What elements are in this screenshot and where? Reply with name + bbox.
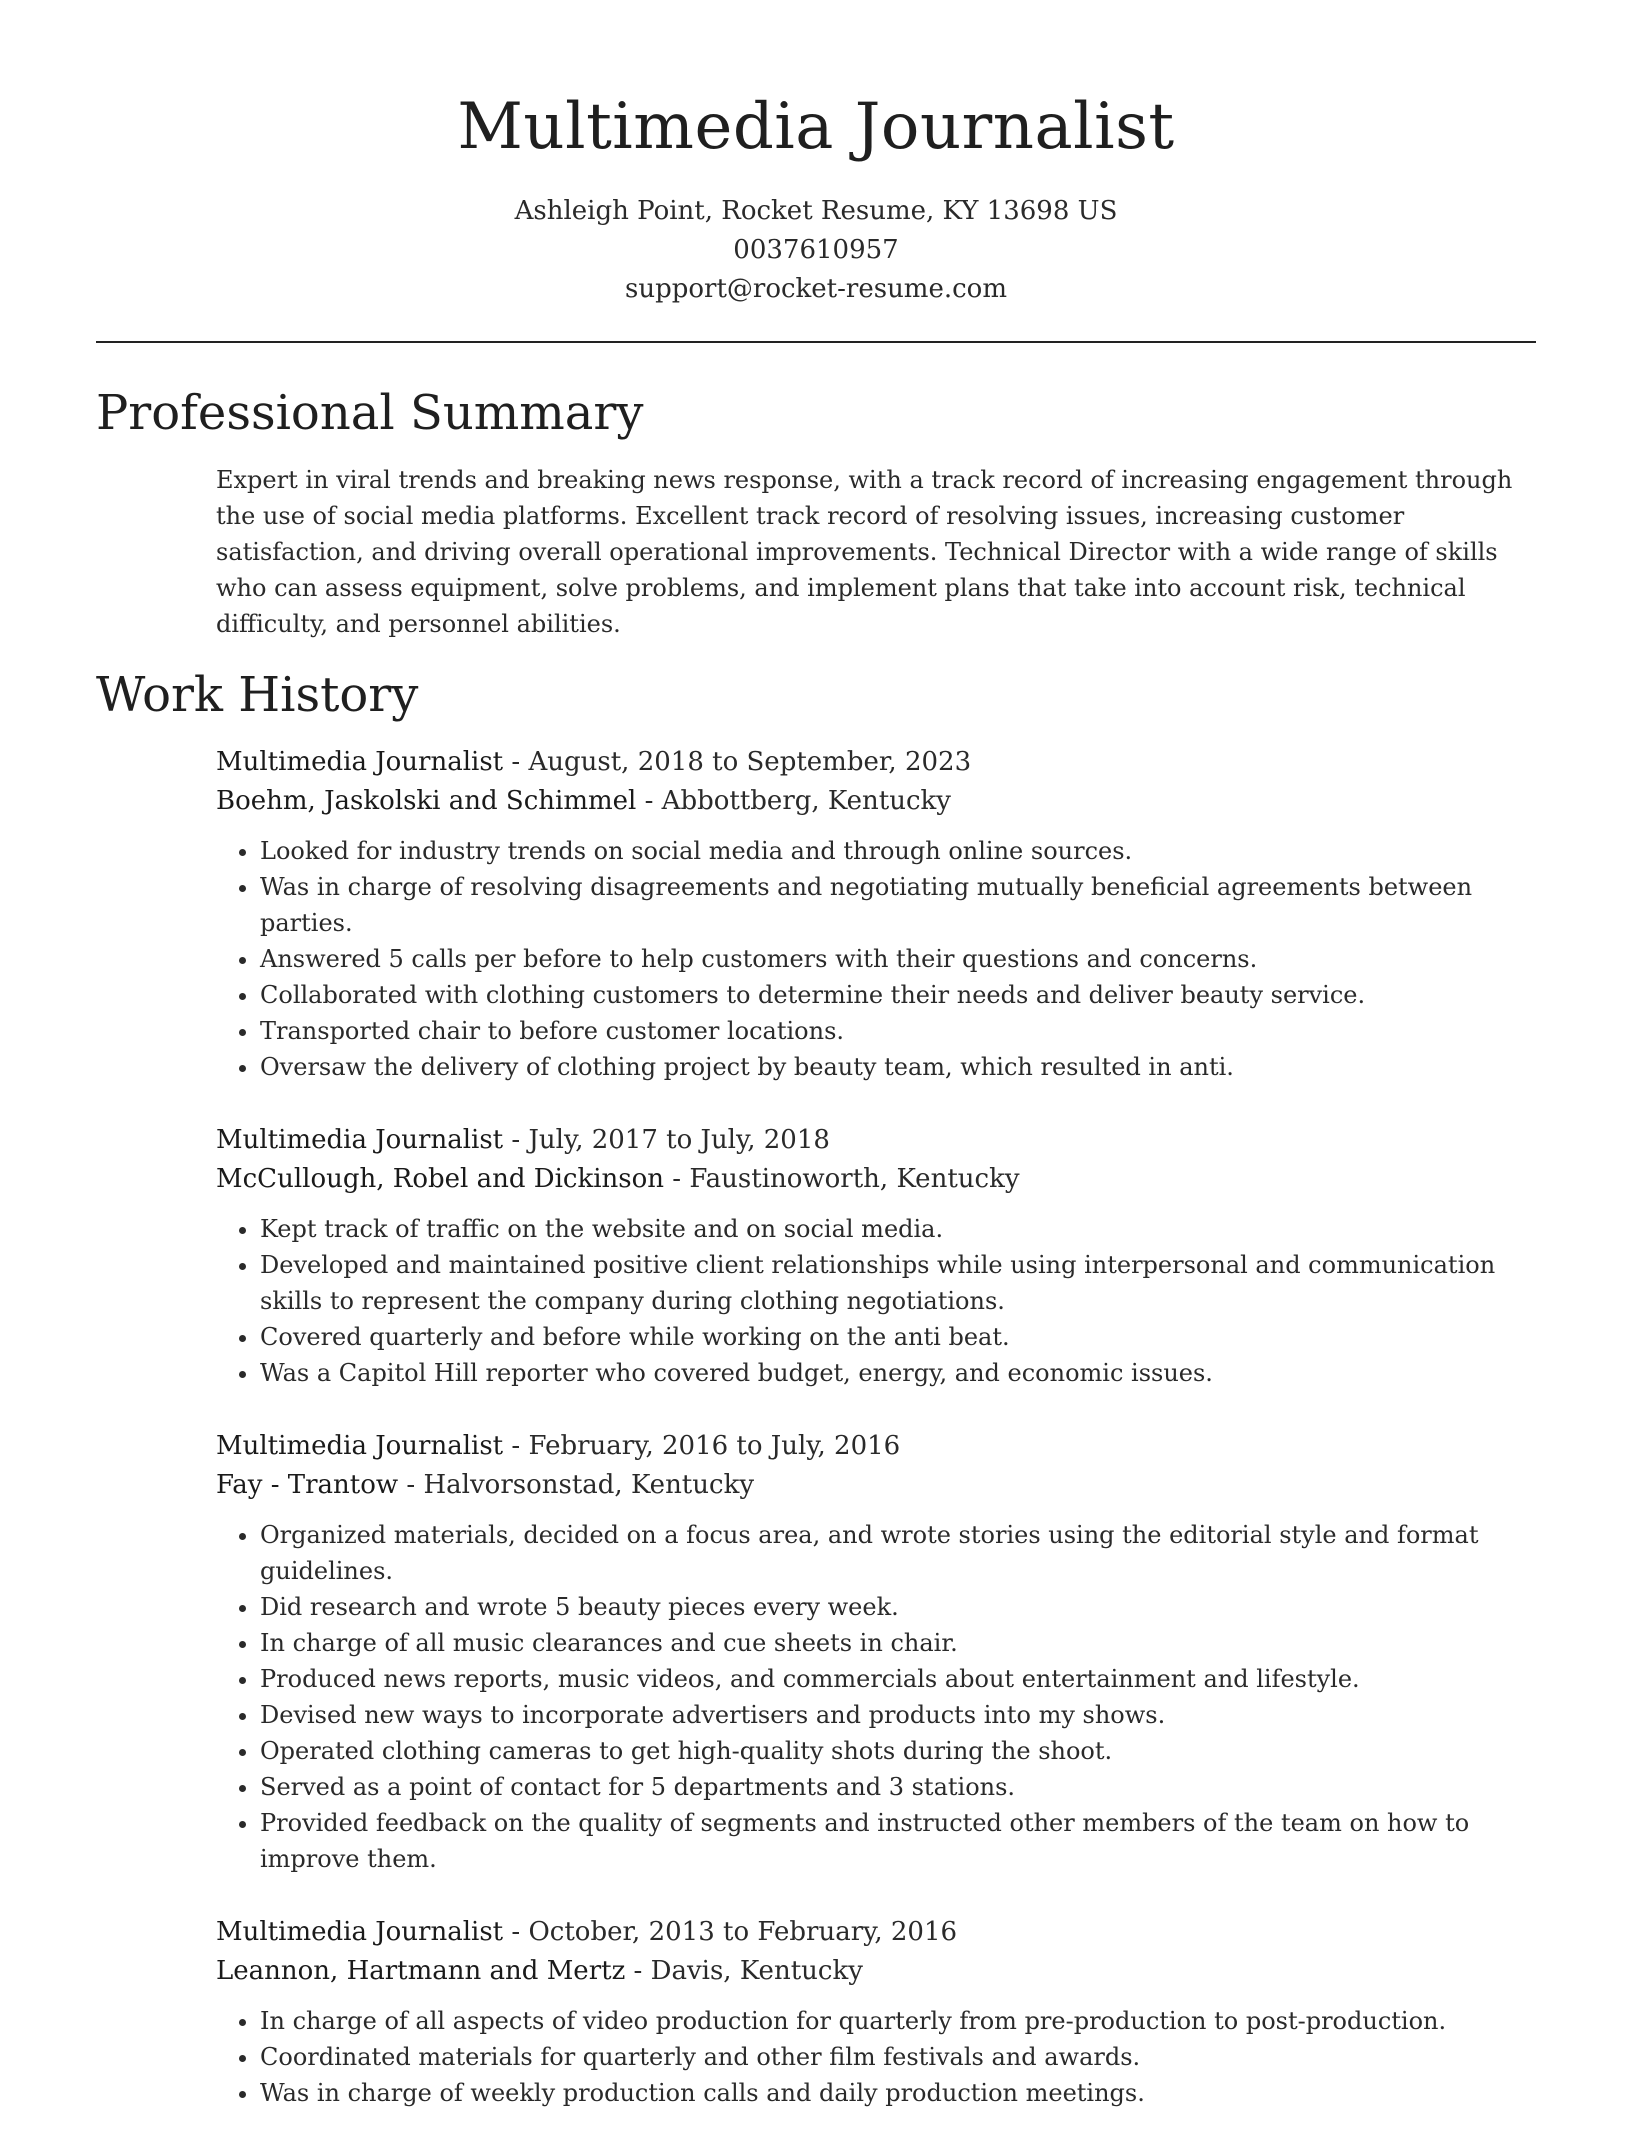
job-bullet: • Did research and wrote 5 beauty pieces every week. [260, 1589, 1536, 1625]
header-divider [96, 341, 1536, 343]
job-separator: - [503, 1431, 529, 1461]
job-bullet: • Served as a point of contact for 5 departments and 3 stations. [260, 1769, 1536, 1805]
job-entry [216, 1121, 1536, 1391]
job-dates: February, 2016 to July, 2016 [528, 1431, 901, 1461]
job-bullets [216, 1517, 1536, 1877]
job-bullets [216, 1211, 1536, 1391]
job-separator: - [664, 1164, 690, 1194]
job-bullet: • Covered quarterly and before while working on the anti beat. [260, 1319, 1536, 1355]
job-bullets [216, 2003, 1536, 2111]
job-company-line [216, 782, 1536, 821]
contact-email: support@rocket-resume.com [624, 274, 1007, 304]
job-bullet: • Was a Capitol Hill reporter who covered budget, energy, and economic issues. [260, 1355, 1536, 1391]
job-position: Multimedia Journalist [216, 1431, 504, 1461]
job-separator: - [398, 1470, 424, 1500]
job-dates: August, 2018 to September, 2023 [528, 747, 972, 777]
job-company-line [216, 1466, 1536, 1505]
job-title-line [216, 1913, 1536, 1952]
job-bullet: • Oversaw the delivery of clothing project by beauty team, which resulted in anti. [260, 1049, 1536, 1085]
job-bullet: • Kept track of traffic on the website and on social media. [260, 1211, 1536, 1247]
job-company: Boehm, Jaskolski and Schimmel [216, 786, 637, 816]
job-bullet: • Answered 5 calls per before to help customers with their questions and concerns. [260, 941, 1536, 977]
job-entry [216, 743, 1536, 1085]
job-dates: October, 2013 to February, 2016 [528, 1917, 958, 1947]
job-bullets [216, 833, 1536, 1085]
job-company: Leannon, Hartmann and Mertz [216, 1956, 626, 1986]
job-bullet: • Operated clothing cameras to get high-quality shots during the shoot. [260, 1733, 1536, 1769]
job-company-line [216, 1952, 1536, 1991]
contact-phone: 0037610957 [733, 235, 899, 265]
job-bullet: • Provided feedback on the quality of segments and instructed other members of the team on how to improve them. [260, 1805, 1536, 1877]
job-bullet: • Organized materials, decided on a focus area, and wrote stories using the editorial style and format guidelines. [260, 1517, 1536, 1589]
job-entry [216, 1427, 1536, 1877]
work-history-heading: Work History [96, 667, 419, 723]
job-separator: - [636, 786, 662, 816]
job-bullet: • In charge of all music clearances and cue sheets in chair. [260, 1625, 1536, 1661]
job-separator: - [503, 1125, 529, 1155]
job-location: Davis, Kentucky [650, 1956, 863, 1986]
job-separator: - [625, 1956, 651, 1986]
summary-heading: Professional Summary [96, 385, 644, 441]
job-dates: July, 2017 to July, 2018 [528, 1125, 830, 1155]
job-bullet: • Was in charge of weekly production calls and daily production meetings. [260, 2075, 1536, 2111]
work-history-list [216, 743, 1536, 2147]
job-title-line [216, 743, 1536, 782]
job-location: Faustinoworth, Kentucky [689, 1164, 1020, 1194]
job-location: Abbottberg, Kentucky [661, 786, 951, 816]
job-bullet: • Collaborated with clothing customers to determine their needs and deliver beauty service. [260, 977, 1536, 1013]
contact-address: Ashleigh Point, Rocket Resume, KY 13698 US [514, 196, 1118, 226]
job-entry [216, 1913, 1536, 2111]
job-separator: - [503, 1917, 529, 1947]
job-location: Halvorsonstad, Kentucky [423, 1470, 755, 1500]
job-position: Multimedia Journalist [216, 1125, 504, 1155]
job-bullet: • Was in charge of resolving disagreements and negotiating mutually beneficial agreements between parties. [260, 869, 1536, 941]
resume-header [0, 0, 1632, 309]
job-title-line [216, 1121, 1536, 1160]
job-bullet: • Coordinated materials for quarterly and other film festivals and awards. [260, 2039, 1536, 2075]
candidate-name: Multimedia Journalist [457, 90, 1175, 164]
job-bullet: • Produced news reports, music videos, and commercials about entertainment and lifestyle. [260, 1661, 1536, 1697]
job-company-line [216, 1160, 1536, 1199]
job-position: Multimedia Journalist [216, 1917, 504, 1947]
job-company: McCullough, Robel and Dickinson [216, 1164, 665, 1194]
job-company: Fay - Trantow [216, 1470, 399, 1500]
job-bullet: • In charge of all aspects of video production for quarterly from pre-production to post-production. [260, 2003, 1536, 2039]
job-bullet: • Looked for industry trends on social media and through online sources. [260, 833, 1536, 869]
summary-text: Expert in viral trends and breaking news response, with a track record of increasing engagement through the use of social media platforms. Excellent track record of resolving issues, increasing customer satisfaction, and driving overall operational improvements. Technical Director with a wide range of skills who can assess equipment, solve problems, and implement plans that take into account risk, technical difficulty, and personnel abilities. [216, 466, 1513, 638]
job-bullet: • Transported chair to before customer locations. [260, 1013, 1536, 1049]
job-bullet: • Devised new ways to incorporate advertisers and products into my shows. [260, 1697, 1536, 1733]
job-position: Multimedia Journalist [216, 747, 504, 777]
job-bullet: • Developed and maintained positive client relationships while using interpersonal and communication skills to represent the company during clothing negotiations. [260, 1247, 1536, 1319]
contact-block [0, 192, 1632, 309]
job-separator: - [503, 747, 529, 777]
job-title-line [216, 1427, 1536, 1466]
